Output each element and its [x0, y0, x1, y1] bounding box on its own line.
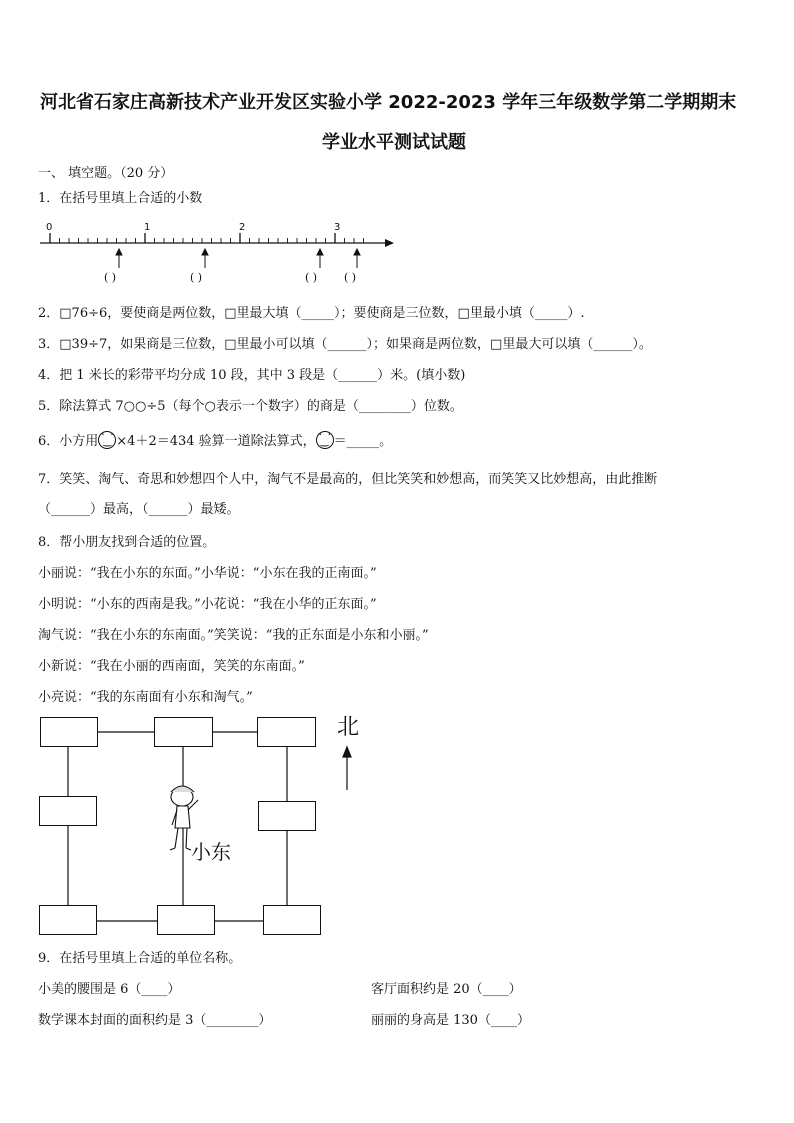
- smiley-face-icon: [98, 431, 116, 449]
- question-9-text: 9．在括号里填上合适的单位名称。: [38, 951, 242, 966]
- position-box-top-center[interactable]: [154, 717, 213, 747]
- tick-label-3: 3: [334, 222, 341, 233]
- answer-paren-4: ( ): [344, 271, 357, 284]
- position-box-bottom-center[interactable]: [157, 905, 215, 935]
- question-8-statement-5: 小亮说：“我的东南面有小东和淘气。”: [38, 690, 253, 705]
- tick-label-2: 2: [239, 222, 246, 233]
- north-label: 北: [337, 715, 360, 740]
- question-1-text: 1．在括号里填上合适的小数: [38, 191, 203, 206]
- question-9-item-2: 客厅面积约是 20（____）: [371, 982, 522, 997]
- question-8-text: 8．帮小朋友找到合适的位置。: [38, 535, 216, 550]
- position-box-top-left[interactable]: [40, 717, 98, 747]
- question-8-statement-3: 淘气说：“我在小东的东南面。”笑笑说：“我的正东面是小东和小丽。”: [38, 628, 429, 643]
- smiley-face-icon: [316, 431, 334, 449]
- question-6-middle: ×4＋2＝434 验算一道除法算式，: [116, 434, 316, 449]
- question-6-after: ＝_____。: [333, 434, 393, 449]
- question-5-text: 5．除法算式 7○○÷5（每个○表示一个数字）的商是（________）位数。: [38, 399, 463, 414]
- position-box-bottom-right[interactable]: [263, 905, 321, 935]
- question-8-statement-2: 小明说：“小东的西南是我。”小花说：“我在小华的正东面。”: [38, 597, 377, 612]
- question-8-statement-4: 小新说：“我在小丽的西南面，笑笑的东南面。”: [38, 659, 305, 674]
- position-box-middle-left[interactable]: [39, 796, 97, 826]
- tick-label-1: 1: [144, 222, 151, 233]
- question-9-item-4: 丽丽的身高是 130（____）: [371, 1013, 530, 1028]
- question-7-line1: 7．笑笑、淘气、奇思和妙想四个人中，淘气不是最高的，但比笑笑和妙想高，而笑笑又比妙想高，由此推断: [38, 472, 658, 487]
- tick-label-0: 0: [46, 222, 53, 233]
- question-4-text: 4．把 1 米长的彩带平均分成 10 段，其中 3 段是（______）米。(填小数): [38, 368, 466, 383]
- person-label-xiaodong: 小东: [191, 840, 231, 864]
- answer-paren-3: ( ): [305, 271, 318, 284]
- position-box-top-right[interactable]: [257, 717, 316, 747]
- question-9-item-1: 小美的腰围是 6（____）: [38, 982, 181, 997]
- answer-paren-1: ( ): [104, 271, 117, 284]
- page-title-line1: 河北省石家庄高新技术产业开发区实验小学 2022-2023 学年三年级数学第二学期期末: [40, 92, 737, 113]
- position-box-middle-right[interactable]: [258, 801, 316, 831]
- question-8-statement-1: 小丽说：“我在小东的东面。”小华说：“小东在我的正南面。”: [38, 566, 377, 581]
- question-6: [38, 430, 392, 449]
- position-box-bottom-left[interactable]: [39, 905, 97, 935]
- question-3-text: 3．□39÷7，如果商是三位数，□里最小可以填（______）；如果商是两位数，□里最大可以填（______）。: [38, 337, 652, 352]
- question-7-line2: （______）最高，（______）最矮。: [38, 502, 240, 517]
- answer-paren-2: ( ): [190, 271, 203, 284]
- question-9-item-3: 数学课本封面的面积约是 3（________）: [38, 1013, 272, 1028]
- page-title-line2: 学业水平测试试题: [322, 132, 466, 153]
- question-6-before: 6．小方用: [38, 434, 99, 449]
- section-heading: 一、 填空题。（20 分）: [38, 166, 174, 181]
- question-2-text: 2．□76÷6，要使商是两位数，□里最大填（_____）；要使商是三位数，□里最小填（_____）.: [38, 306, 585, 321]
